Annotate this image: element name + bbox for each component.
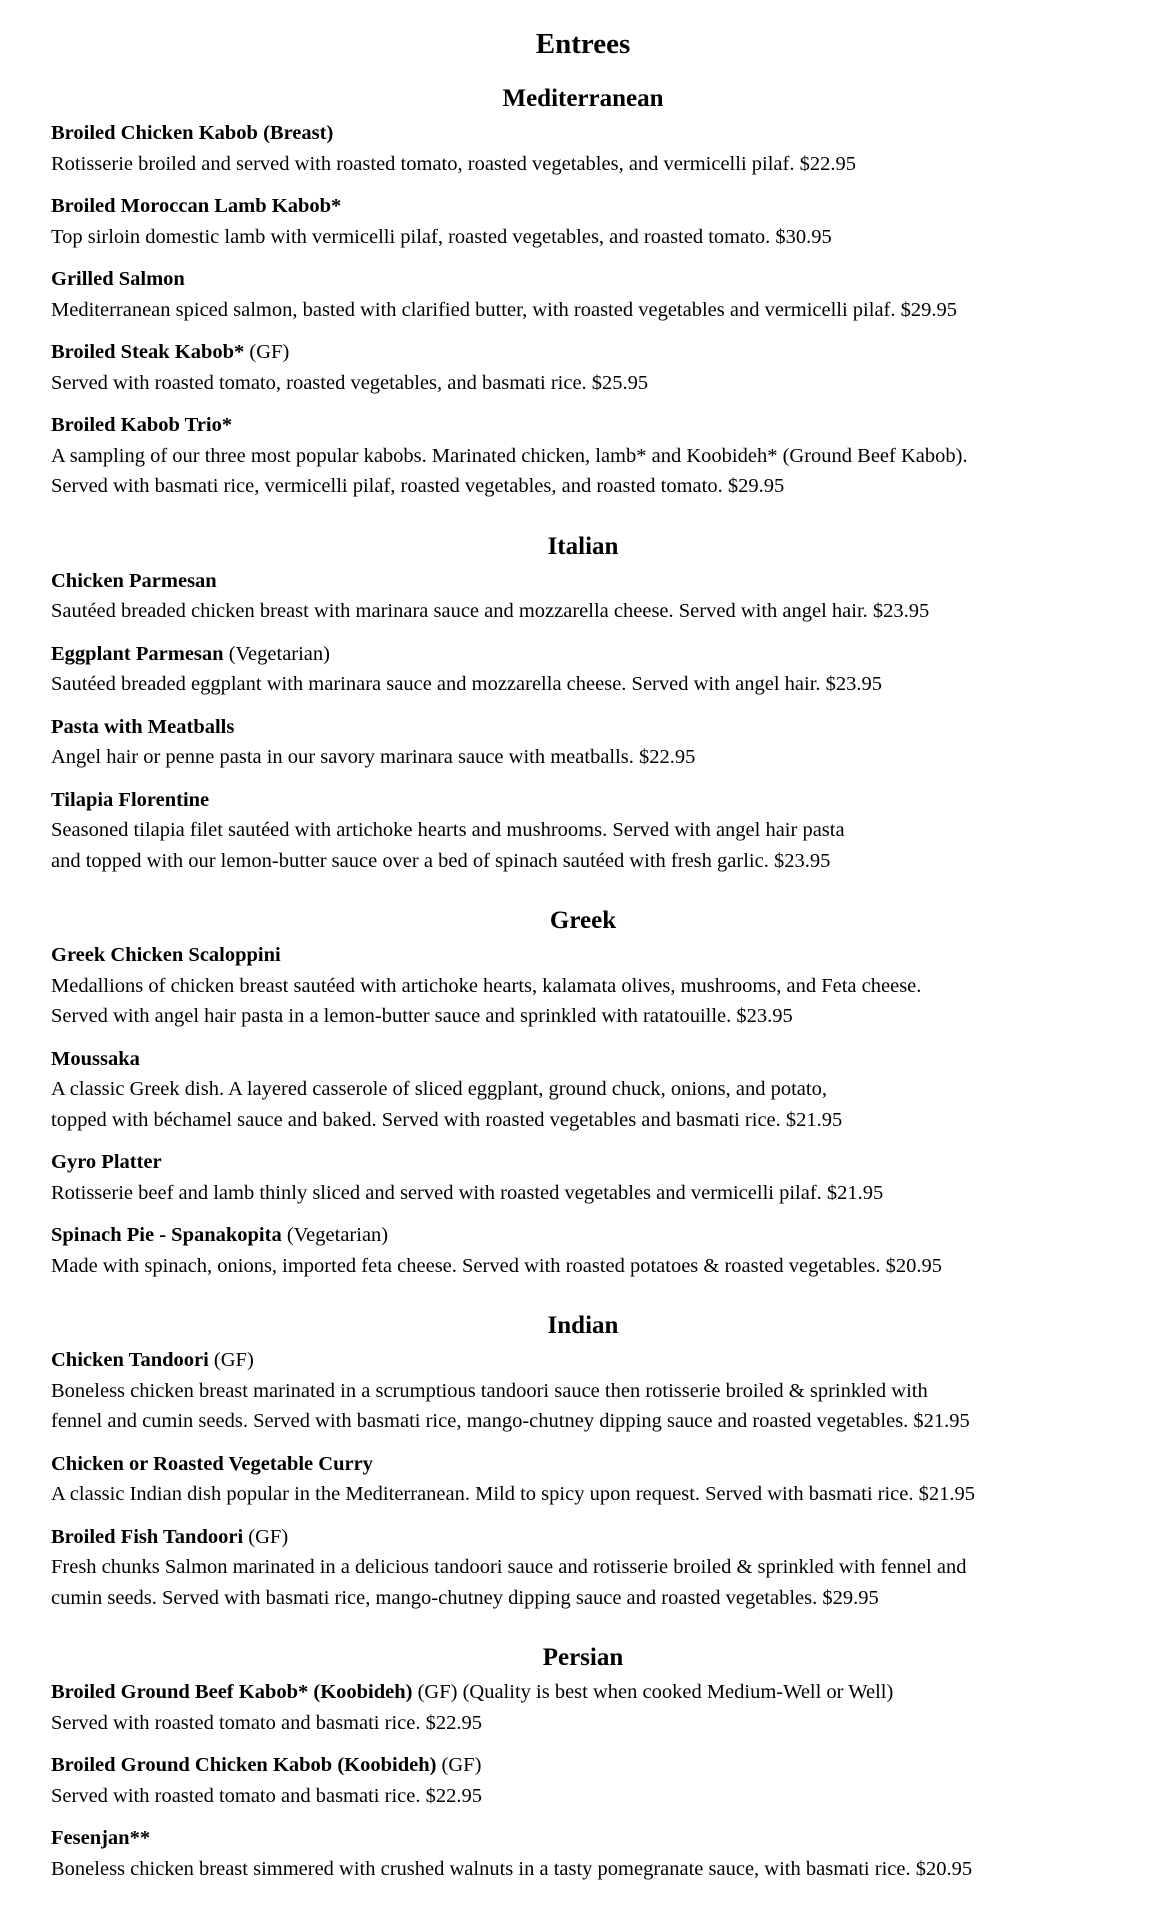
menu-item-heading <box>51 1147 1115 1178</box>
menu-item-heading <box>51 1220 1115 1251</box>
menu-item-heading <box>51 639 1115 670</box>
section-title: Mediterranean <box>502 85 664 112</box>
menu-item-description: Boneless chicken breast marinated in a scrumptious tandoori sauce then rotisserie broiled & sprinkled with fennel and cumin seeds. Served with basmati rice, mango-chutney dipping sauce and roasted vegetables. $21.95 <box>51 1379 970 1432</box>
menu-item <box>51 118 1115 179</box>
menu-item-heading <box>51 1522 1115 1553</box>
menu-item <box>51 1750 1115 1811</box>
menu-item-heading <box>51 118 1115 149</box>
menu-item <box>51 639 1115 700</box>
menu-item-name: Greek Chicken Scaloppini <box>51 944 281 966</box>
menu-item-description: Served with roasted tomato, roasted vegetables, and basmati rice. $25.95 <box>51 371 649 394</box>
menu-item-heading <box>51 264 1115 295</box>
menu-item-name: Chicken or Roasted Vegetable Curry <box>51 1452 373 1475</box>
menu-item <box>51 1147 1115 1208</box>
menu-item <box>51 1522 1115 1614</box>
menu-item-description: Angel hair or penne pasta in our savory marinara sauce with meatballs. $22.95 <box>51 746 696 768</box>
menu-item-tag: (Vegetarian) <box>228 642 330 665</box>
menu-section-italian <box>51 532 1115 877</box>
menu-item <box>51 712 1115 773</box>
menu-section-indian <box>51 1311 1115 1613</box>
menu-item-heading <box>51 191 1115 222</box>
menu-item-heading <box>51 1823 1115 1854</box>
menu-item-description: Medallions of chicken breast sautéed with artichoke hearts, kalamata olives, mushrooms, and Feta cheese. Served with angel hair pasta in a lemon-butter sauce and sprinkled with ratatouille. $23.95 <box>51 974 922 1027</box>
menu-item-description: Top sirloin domestic lamb with vermicelli pilaf, roasted vegetables, and roasted tomato. $30.95 <box>51 225 832 248</box>
menu-item-description: Rotisserie beef and lamb thinly sliced and served with roasted vegetables and vermicelli pilaf. $21.95 <box>51 1181 884 1204</box>
menu-sections <box>51 84 1115 1884</box>
menu-item-description: Boneless chicken breast simmered with crushed walnuts in a tasty pomegranate sauce, with basmati rice. $20.95 <box>51 1857 973 1880</box>
menu-item <box>51 1677 1115 1738</box>
menu-item-heading <box>51 712 1115 743</box>
menu-item <box>51 264 1115 325</box>
menu-item-heading <box>51 337 1115 368</box>
menu-item-name: Chicken Tandoori <box>51 1349 209 1371</box>
menu-item-name: Broiled Moroccan Lamb Kabob* <box>51 195 342 217</box>
menu-item-name: Broiled Chicken Kabob (Breast) <box>51 122 334 144</box>
menu-item-name: Broiled Ground Chicken Kabob (Koobideh) <box>51 1754 437 1776</box>
menu-item-tag: (GF) (Quality is best when cooked Medium-Well or Well) <box>417 1681 894 1703</box>
menu-item-description: Sautéed breaded chicken breast with marinara sauce and mozzarella cheese. Served with angel hair. $23.95 <box>51 600 930 622</box>
menu-item-name: Eggplant Parmesan <box>51 642 224 665</box>
menu-item-heading <box>51 1345 1115 1376</box>
menu-item-name: Pasta with Meatballs <box>51 715 235 738</box>
menu-item-description: Rotisserie broiled and served with roasted tomato, roasted vegetables, and vermicelli pilaf. $22.95 <box>51 152 856 175</box>
menu-item-heading <box>51 1750 1115 1781</box>
menu-item-heading <box>51 1677 1115 1708</box>
menu-item-description: Mediterranean spiced salmon, basted with clarified butter, with roasted vegetables and vermicelli pilaf. $29.95 <box>51 298 958 321</box>
menu-item-name: Broiled Steak Kabob* <box>51 341 245 363</box>
section-title: Greek <box>549 907 617 934</box>
menu-item-tag: (GF) <box>441 1754 482 1776</box>
page-title: Entrees <box>535 28 631 60</box>
menu-item-tag: (Vegetarian) <box>286 1224 389 1246</box>
menu-item-description: A classic Indian dish popular in the Mediterranean. Mild to spicy upon request. Served with basmati rice. $21.95 <box>51 1483 976 1505</box>
menu-item <box>51 566 1115 627</box>
menu-item <box>51 940 1115 1032</box>
menu-item-name: Moussaka <box>51 1047 140 1070</box>
menu-item-description: Served with roasted tomato and basmati rice. $22.95 <box>51 1784 482 1807</box>
menu-item-name: Broiled Kabob Trio* <box>51 414 233 436</box>
section-title: Indian <box>547 1312 619 1339</box>
menu-item-description: Sautéed breaded eggplant with marinara sauce and mozzarella cheese. Served with angel hair. $23.95 <box>51 673 883 695</box>
menu-item-name: Tilapia Florentine <box>51 788 210 811</box>
menu-item-heading <box>51 785 1115 816</box>
menu-item <box>51 1449 1115 1510</box>
menu-item <box>51 785 1115 877</box>
section-title: Italian <box>547 532 619 560</box>
menu-item-heading <box>51 1449 1115 1480</box>
menu-item-name: Fesenjan** <box>51 1827 151 1849</box>
menu-section-persian <box>51 1643 1115 1884</box>
menu-item <box>51 1220 1115 1281</box>
menu-item-description: Fresh chunks Salmon marinated in a delicious tandoori sauce and rotisserie broiled & sprinkled with fennel and cumin seeds. Served with basmati rice, mango-chutney dipping sauce and roasted vegetables. $29.95 <box>51 1556 967 1609</box>
menu-item <box>51 410 1115 502</box>
menu-item-heading <box>51 1044 1115 1075</box>
menu-item <box>51 191 1115 252</box>
menu-item-description: A sampling of our three most popular kabobs. Marinated chicken, lamb* and Koobideh* (Ground Beef Kabob). Served with basmati rice, vermicelli pilaf, roasted vegetables, and roasted tomato. $29.95 <box>51 444 968 497</box>
menu-section-mediterranean <box>51 84 1115 502</box>
menu-item-description: A classic Greek dish. A layered casserole of sliced eggplant, ground chuck, onions, and potato, topped with béchamel sauce and baked. Served with roasted vegetables and basmati rice. $21.95 <box>51 1078 843 1131</box>
menu-item-name: Chicken Parmesan <box>51 569 217 592</box>
menu-item <box>51 1044 1115 1136</box>
menu-item-name: Broiled Fish Tandoori <box>51 1525 244 1548</box>
menu-item <box>51 337 1115 398</box>
menu-section-greek <box>51 906 1115 1281</box>
menu-item-description: Seasoned tilapia filet sautéed with artichoke hearts and mushrooms. Served with angel hair pasta and topped with our lemon-butter sauce over a bed of spinach sautéed with fresh garlic. $23.95 <box>51 819 845 872</box>
menu-item-tag: (GF) <box>213 1349 254 1371</box>
menu-item <box>51 1823 1115 1884</box>
menu-item-name: Gyro Platter <box>51 1151 162 1173</box>
menu-item-heading <box>51 940 1115 971</box>
menu-item-tag: (GF) <box>248 1525 289 1548</box>
menu-item-description: Served with roasted tomato and basmati rice. $22.95 <box>51 1711 482 1734</box>
menu-item-name: Grilled Salmon <box>51 268 185 290</box>
menu-item-name: Broiled Ground Beef Kabob* (Koobideh) <box>51 1681 413 1703</box>
menu-item-description: Made with spinach, onions, imported feta cheese. Served with roasted potatoes & roasted vegetables. $20.95 <box>51 1254 942 1277</box>
menu-item <box>51 1345 1115 1437</box>
section-title: Persian <box>542 1644 624 1671</box>
menu-item-heading <box>51 410 1115 441</box>
menu-item-heading <box>51 566 1115 597</box>
menu-item-name: Spinach Pie - Spanakopita <box>51 1224 282 1246</box>
menu-item-tag: (GF) <box>249 341 290 363</box>
